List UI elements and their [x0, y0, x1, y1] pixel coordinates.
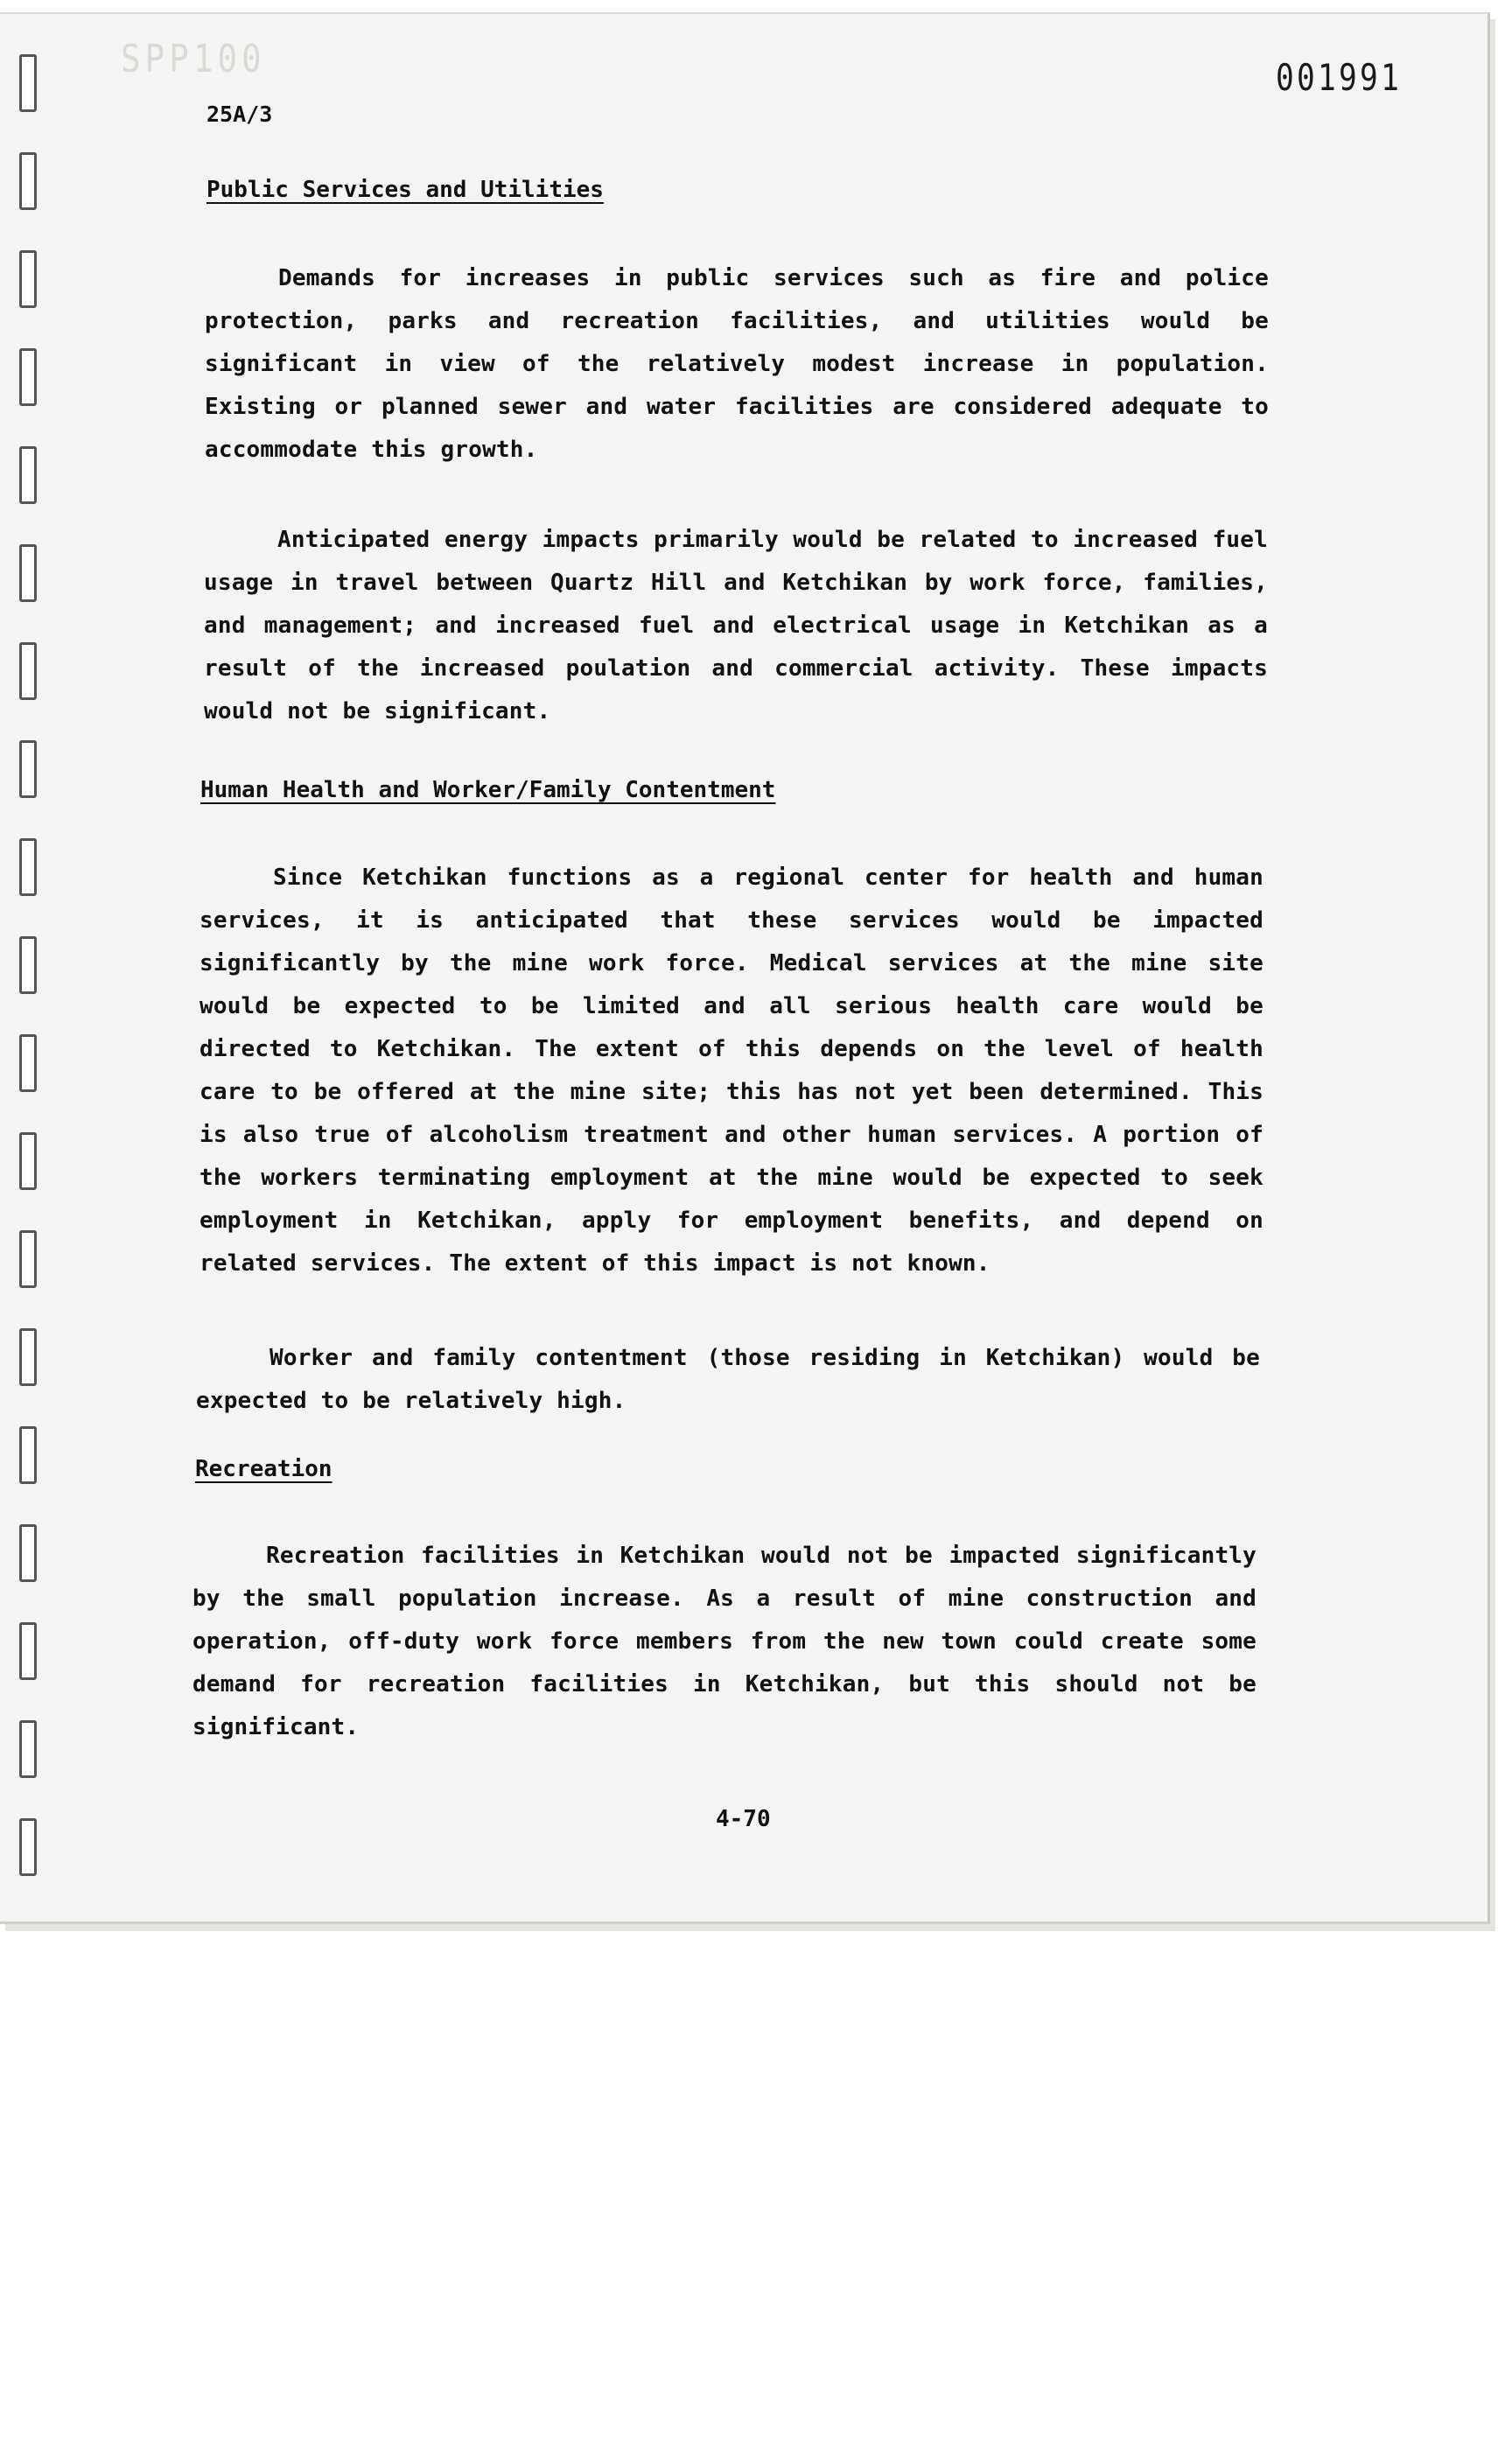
punch-hole: [19, 1034, 37, 1092]
punch-hole: [19, 54, 37, 112]
punch-hole: [19, 1720, 37, 1778]
punch-hole: [19, 1426, 37, 1484]
punch-hole: [19, 1524, 37, 1582]
page-number: 4-70: [716, 1806, 771, 1832]
paragraph: Anticipated energy impacts primarily would be related to increased fuel usage in travel between Quartz Hill and Ketchikan by work force, families, and management; and increased fuel and electrical usage in Ketchikan as a result of the increased poulation and commercial activity. These impacts would not be significant.: [204, 527, 1268, 724]
section-heading-human-health: Human Health and Worker/Family Contentment: [200, 777, 776, 803]
reference-code: 25A/3: [206, 102, 273, 127]
punch-hole: [19, 1328, 37, 1386]
section-heading-public-services: Public Services and Utilities: [206, 177, 604, 203]
punch-hole: [19, 838, 37, 896]
paragraph: Worker and family contentment (those residing in Ketchikan) would be expected to be relatively high.: [196, 1345, 1260, 1414]
punch-hole: [19, 1622, 37, 1680]
punch-hole: [19, 446, 37, 504]
paragraph: Since Ketchikan functions as a regional center for health and human services, it is anticipated that these services would be impacted significantly by the mine work force. Medical services at the mine site would be expected to be limited and all serious health care would be directed to Ketchikan. The extent of this depends on the level of health care to be offered at the mine site; this has not yet been determined. This is also true of alcoholism treatment and other human services. A portion of the workers terminating employment at the mine would be expected to seek employment in Ketchikan, apply for employment benefits, and depend on related services. The extent of this impact is not known.: [200, 864, 1264, 1277]
paragraph: Demands for increases in public services such as fire and police protection, parks and recreation facilities, and utilities would be significant in view of the relatively modest increase in population. Existing or planned sewer and water facilities are considered adequate to accommodate this growth.: [205, 265, 1269, 463]
document-number: 001991: [1276, 56, 1403, 99]
punch-hole: [19, 152, 37, 210]
punch-hole: [19, 642, 37, 700]
faint-stamp: SPP100: [121, 37, 266, 81]
punch-hole: [19, 1818, 37, 1876]
punch-hole: [19, 1230, 37, 1288]
punch-hole: [19, 250, 37, 308]
punch-hole: [19, 348, 37, 406]
punch-hole: [19, 544, 37, 602]
punch-hole: [19, 936, 37, 994]
paragraph: Recreation facilities in Ketchikan would not be impacted significantly by the small population increase. As a result of mine construction and operation, off-duty work force members from the new town could create some demand for recreation facilities in Ketchikan, but this should not be significant.: [192, 1543, 1256, 1740]
punch-hole: [19, 1132, 37, 1190]
document-page: [0, 12, 1490, 1924]
punch-hole: [19, 740, 37, 798]
section-heading-recreation: Recreation: [195, 1456, 332, 1482]
